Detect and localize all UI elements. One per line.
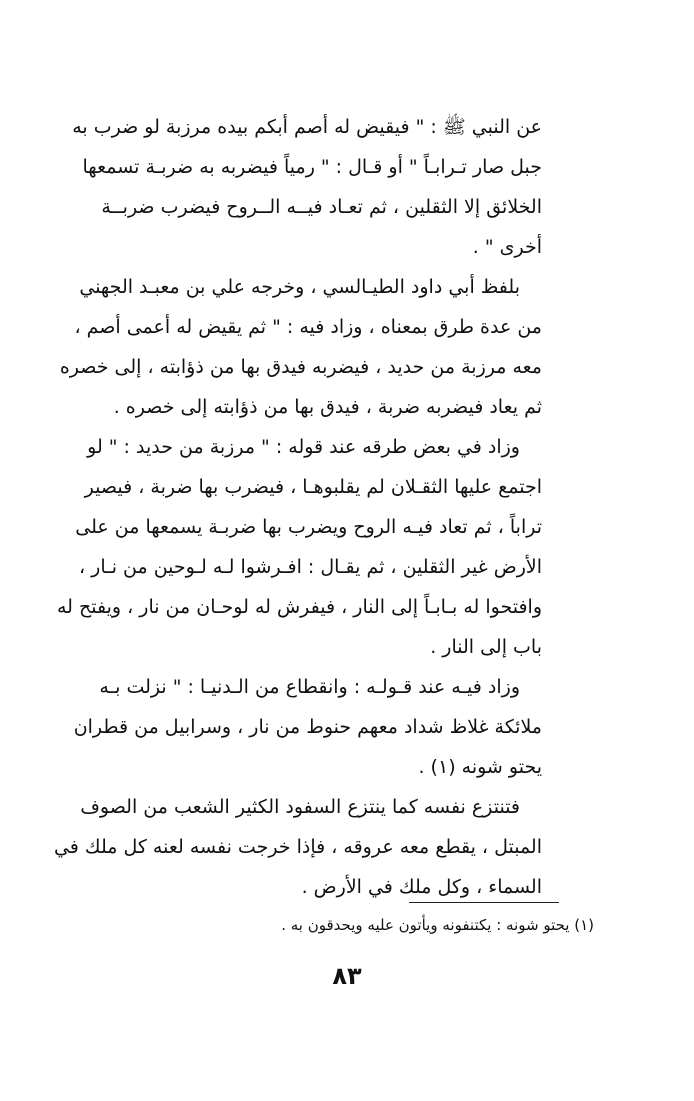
text-line: من عدة طرق بمعناه ، وزاد فيه : " ثم يقيض له أعمى أصم ،: [74, 316, 542, 338]
footnote-separator: [409, 902, 559, 903]
text-line: وافتحوا له بـابـاً إلى النار ، فيفرش له لوحـان من نار ، ويفتح له: [56, 596, 542, 618]
text-line: اجتمع عليها الثقـلان لم يقلبوهـا ، فيضرب بها ضربة ، فيصير: [84, 476, 542, 498]
text-line: يحتو شونه (١) .: [418, 756, 542, 778]
text-line: جبل صار تـرابـاً " أو قـال : " رمياً فيضربه به ضربـة تسمعها: [82, 156, 542, 178]
footnote: (١) يحتو شونه : يكتنفونه ويأتون عليه ويحدقون به .: [281, 916, 594, 934]
paragraph-first-line: بلفظ أبي داود الطيـالسي ، وخرجه علي بن معبـد الجهني: [79, 276, 520, 298]
text-line: الأرض غير الثقلين ، ثم يقـال : افـرشوا لـه لـوحين من نـار ،: [79, 556, 542, 578]
body-text: [53, 0, 542, 900]
text-line: عن النبي ﷺ : " فيقيض له أصم أبكم بيده مرزبة لو ضرب به: [72, 116, 542, 138]
paragraph-first-line: وزاد فيـه عند قـولـه : وانقطاع من الـدنيـا : " نزلت بـه: [99, 676, 520, 698]
text-line: ملائكة غلاظ شداد معهم حنوط من نار ، وسرابيل من قطران: [73, 716, 542, 738]
text-line: تراباً ، ثم تعاد فيـه الروح ويضرب بها ضربـة يسمعها من على: [75, 516, 542, 538]
text-line: أخرى " .: [472, 236, 542, 258]
text-line: ثم يعاد فيضربه ضربة ، فيدق بها من ذؤابته إلى خصره .: [113, 396, 542, 418]
page-number: ٨٣: [332, 962, 362, 990]
text-line: باب إلى النار .: [430, 636, 542, 658]
text-line: السماء ، وكل ملك في الأرض .: [301, 876, 542, 898]
paragraph-first-line: وزاد في بعض طرقه عند قوله : " مرزبة من حديد : " لو: [87, 436, 520, 458]
text-line: معه مرزبة من حديد ، فيضربه فيدق بها من ذؤابته ، إلى خصره: [59, 356, 542, 378]
text-line: الخلائق إلا الثقلين ، ثم تعـاد فيــه الــروح فيضرب ضربــة: [101, 196, 542, 218]
paragraph-first-line: فتنتزع نفسه كما ينتزع السفود الكثير الشعب من الصوف: [80, 796, 520, 818]
text-line: المبتل ، يقطع معه عروقه ، فإذا خرجت نفسه لعنه كل ملك في: [53, 836, 542, 858]
